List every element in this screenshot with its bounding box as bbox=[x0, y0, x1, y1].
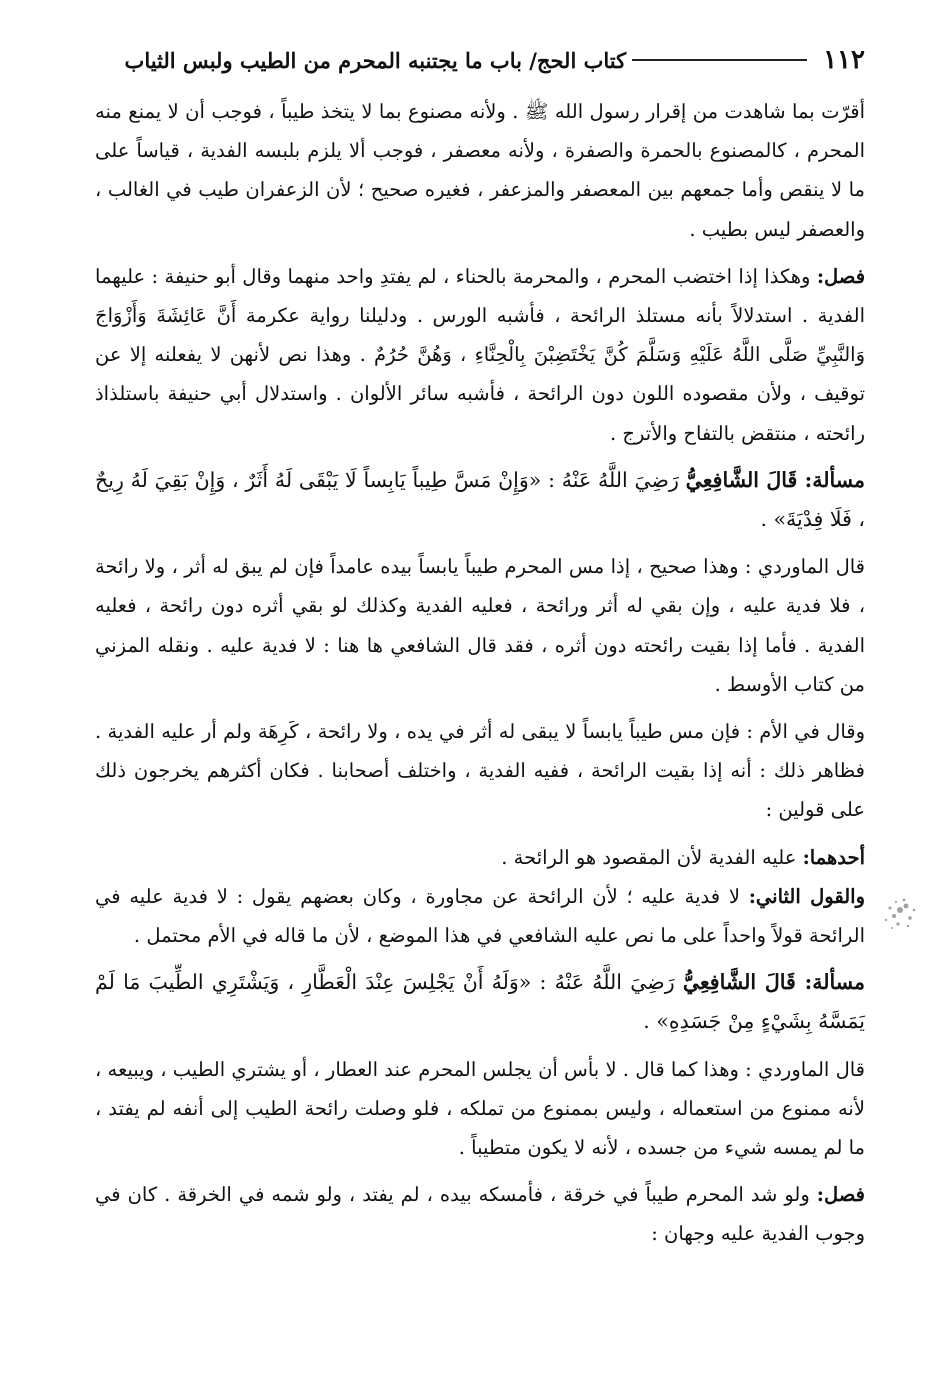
paragraph-text: لا فدية عليه ؛ لأن الرائحة عن مجاورة ، وكان بعضهم يقول : لا فدية عليه في الرائحة قولاً واحداً على ما نص عليه الشافعي في هذا الموضع ، لأن ما قاله في الأم محتمل . bbox=[95, 884, 865, 948]
paragraph-text: وهكذا إذا اختضب المحرم ، والمحرمة بالحناء ، لم يفتدِ واحد منهما وقال أبو حنيفة : عليهما الفدية . استدلالاً بأنه مستلذ الرائحة ، فأشبه الورس . ودليلنا رواية عكرمة أَنَّ عَائِشَةَ وَأَزْوَاجَ وَالنَّبِيِّ صَلَّى اللَّهُ عَلَيْهِ وَسَلَّمَ كُنَّ يَخْتَضِبْنَ بِالْحِنَّاءِ ، وَهُنَّ حُرُمٌ . وهذا نص لأنهن لا يفعلنه إلا عن توقيف ، ولأن مقصوده اللون دون الرائحة ، فأشبه سائر الألوان . واستدلال أبي حنيفة باستلذاذ رائحته ، منتقض بالتفاح والأترج . bbox=[95, 264, 865, 445]
book-page bbox=[95, 0, 865, 1374]
page-body bbox=[95, 92, 865, 1262]
section-fasl bbox=[95, 257, 865, 453]
section-fasl bbox=[95, 1175, 865, 1253]
masala-label: مسألة: قَالَ الشَّافِعِيُّ bbox=[685, 467, 865, 492]
paragraph-text: ولو شد المحرم طيباً في خرقة ، فأمسكه بيده ، لم يفتد ، ولو شمه في الخرقة . كان في وجوب الفدية عليه وجهان : bbox=[95, 1183, 865, 1246]
scan-smudge bbox=[870, 880, 930, 950]
header-rule bbox=[632, 59, 807, 61]
masala-quote bbox=[95, 963, 865, 1041]
masala-label: مسألة: قَالَ الشَّافِعِيُّ bbox=[682, 970, 865, 995]
opinion-label: والقول الثاني: bbox=[748, 884, 865, 908]
masala-quote bbox=[95, 461, 865, 539]
running-title: كتاب الحج/ باب ما يجتنبه المحرم من الطيب ولبس الثياب bbox=[124, 47, 627, 73]
opinion-one bbox=[95, 838, 865, 877]
quote-text: رَضِيَ اللَّهُ عَنْهُ : «وَلَهُ أَنْ يَجْلِسَ عِنْدَ الْعَطَّارِ ، وَيَشْتَرِي الطِّيبَ مَا لَمْ يَمَسَّهُ بِشَيْءٍ مِنْ جَسَدِهِ» . bbox=[95, 970, 865, 1034]
paragraph-text: قال الماوردي : وهذا كما قال . لا بأس أن يجلس المحرم عند العطار ، أو يشتري الطيب ، ويبيعه ، لأنه ممنوع من استعماله ، وليس بممنوع من تملكه ، فلو وصلت رائحة الطيب إلى أنفه لم يفتد ، ما لم يمسه شيء من جسده ، لأنه لا يكون متطيباً . bbox=[95, 1057, 865, 1160]
paragraph-text: قال الماوردي : وهذا صحيح ، إذا مس المحرم طيباً يابساً بيده عامداً فإن لم يبق له أثر ، ولا رائحة ، فلا فدية عليه ، وإن بقي له أثر ورائحة ، فعليه الفدية وكذلك لو بقي أثره دون رائحة ، فعليه الفدية . فأما إذا بقيت رائحته دون أثره ، فقد قال الشافعي ها هنا : لا فدية عليه . ونقله المزني من كتاب الأوسط . bbox=[95, 555, 865, 696]
paragraph bbox=[95, 547, 865, 704]
opinion-two bbox=[95, 877, 865, 955]
section-label: فصل: bbox=[816, 264, 866, 288]
section-label: فصل: bbox=[816, 1183, 865, 1207]
page-header bbox=[95, 40, 865, 80]
paragraph-text: عليه الفدية لأن المقصود هو الرائحة . bbox=[501, 845, 797, 869]
paragraph bbox=[95, 712, 865, 830]
quote-text: رَضِيَ اللَّهُ عَنْهُ : «وَإِنْ مَسَّ طِيباً يَابِساً لَا يَبْقَى لَهُ أَثَرٌ ، وَإِنْ بَقِيَ لَهُ رِيحٌ ، فَلَا فِدْيَةَ» . bbox=[95, 467, 865, 532]
paragraph-text: وقال في الأم : فإن مس طيباً يابساً لا يبقى له أثر في يده ، ولا رائحة ، كَرِهَة ولم أر عليه الفدية . فظاهر ذلك : أنه إذا بقيت الرائحة ، ففيه الفدية ، واختلف أصحابنا . فكان أكثرهم يخرجون ذلك على قولين : bbox=[95, 720, 865, 822]
page-number: ١١٢ bbox=[823, 45, 865, 75]
paragraph bbox=[95, 92, 865, 249]
paragraph bbox=[95, 1050, 865, 1168]
opinion-label: أحدهما: bbox=[802, 845, 865, 869]
paragraph-text: أقرّت بما شاهدت من إقرار رسول الله ﷺ . ولأنه مصنوع بما لا يتخذ طيباً ، فوجب أن لا يمنع منه المحرم ، كالمصنوع بالحمرة والصفرة ، ولأنه معصفر ، فوجب ألا يلزم بلبسه الفدية ، قياساً على ما لا ينقص وأما جمعهم بين المعصفر والمزعفر ، فغيره صحيح ؛ لأن الزعفران طيب في الغالب ، والعصفر ليس بطيب . bbox=[95, 100, 865, 241]
